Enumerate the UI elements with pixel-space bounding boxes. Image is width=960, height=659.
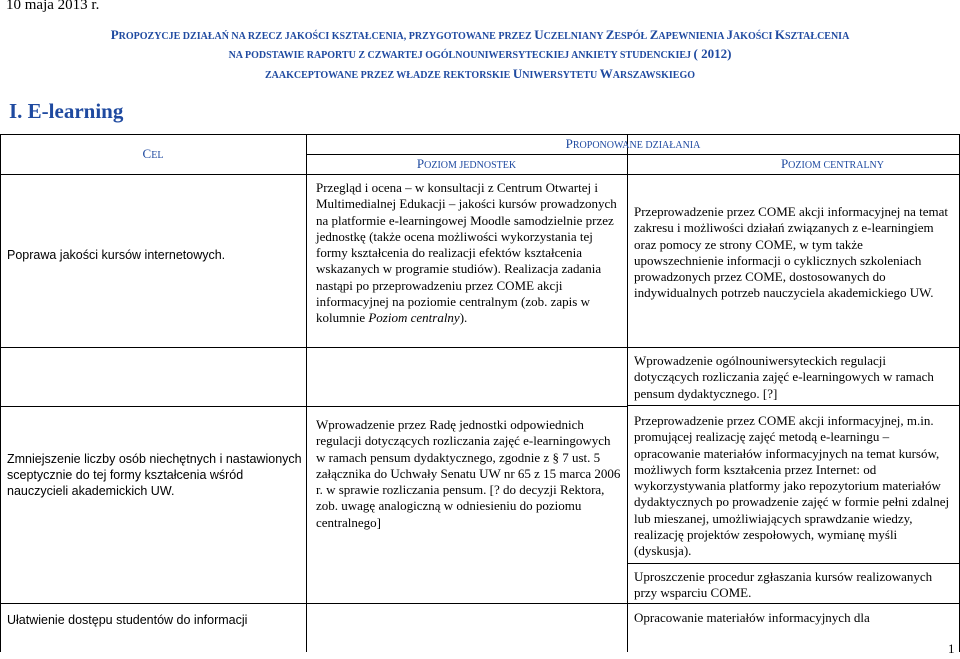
central-action-cell: Przeprowadzenie przez COME akcji informacyjnej na temat zakresu i możliwości działań związanych z e-learningiem oraz pomocy ze strony COME, w tym także upowszechnienie informacji o cyklicznych szkoleniach prowadzonych przez COME, dostosowanych do indywidualnych potrzeb nauczyciela akademickiego UW. — [634, 204, 949, 301]
goal-cell: Ułatwienie dostępu studentów do informacji — [7, 613, 248, 627]
unit-action-cell: Przegląd i ocena – w konsultacji z Centrum Otwartej i Multimedialnej Edukacji – jakości kursów prowadzonych na platformie e-learningowej Moodle samodzielnie przez jednostkę (także ocena możliwości wykorzystania tej formy kształcenia do realizacji efektów kształcenia wskazanych w programie studiów). Realizacja zadania nastąpi po przeprowadzeniu przez COME akcji informacyjnej na poziomie centralnym (zob. zapis w kolumnie Poziom centralny). — [316, 180, 617, 326]
actions-column-header: PROPONOWANE DZIAŁANIA — [565, 136, 701, 151]
unit-action-cell: Wprowadzenie przez Radę jednostki odpowiednich regulacji dotyczących rozliczania zajęć e-learningowych w ramach pensum dydaktycznego, zgodnie z § 7 ust. 5 załącznika do Uchwały Senatu UW nr 65 z 15 marca 2006 r. w sprawie rozliczania pensum. [? do decyzji Rektora, zob. uwagę analogiczną w odniesieniu do poziomu centralnego] — [316, 417, 621, 530]
central-action-cell: Uproszczenie procedur zgłaszania kursów realizowanych przy wsparciu COME. — [634, 569, 933, 601]
document-date: 10 maja 2013 r. — [6, 0, 100, 13]
goal-column-header: CEL — [142, 146, 164, 161]
unit-level-header: POZIOM JEDNOSTEK — [416, 156, 517, 171]
goal-cell: Poprawa jakości kursów internetowych. — [7, 248, 226, 262]
goal-cell: Zmniejszenie liczby osób niechętnych i nastawionych sceptycznie do tej formy kształcenia wśród nauczycieli akademickich UW. — [7, 452, 302, 498]
central-action-cell: Przeprowadzenie przez COME akcji informacyjnej, m.in. promującej realizację zajęć metodą e-learningu – opracowanie materiałów informacyjnych na temat kursów, możliwych form kształcenia przez Internet: od wykorzystywania platformy jako repozytorium materiałów dydaktycznych po prowadzenie zajęć w formie pełni zdalnej lub mieszanej, umożliwiających sprawdzanie wiedzy, realizację projektów zespołowych, wymianę myśli (dyskusja). — [634, 413, 950, 559]
document-title-line-2: NA PODSTAWIE RAPORTU Z CZWARTEJ OGÓLNOUNIWERSYTECKIEJ ANKIETY STUDENCKIEJ ( 2012) — [228, 46, 732, 61]
central-action-cell: Opracowanie materiałów informacyjnych dla — [634, 610, 870, 625]
central-action-cell: Wprowadzenie ogólnouniwersyteckich regulacji dotyczących rozliczania zajęć e-learningowych w ramach pensum dydaktycznego. [?] — [634, 353, 934, 401]
document-title-line-3: ZAAKCEPTOWANE PRZEZ WŁADZE REKTORSKIE UNIWERSYTETU WARSZAWSKIEGO — [264, 66, 695, 81]
central-level-header: POZIOM CENTRALNY — [780, 156, 884, 171]
section-heading: I. E-learning — [9, 99, 124, 123]
document-title-line-1: PROPOZYCJE DZIAŁAŃ NA RZECZ JAKOŚCI KSZTAŁCENIA, PRZYGOTOWANE PRZEZ UCZELNIANY ZESPÓŁ ZAPEWNIENIA JAKOŚCI KSZTAŁCENIA — [110, 27, 850, 42]
page-number: 1 — [948, 641, 955, 656]
